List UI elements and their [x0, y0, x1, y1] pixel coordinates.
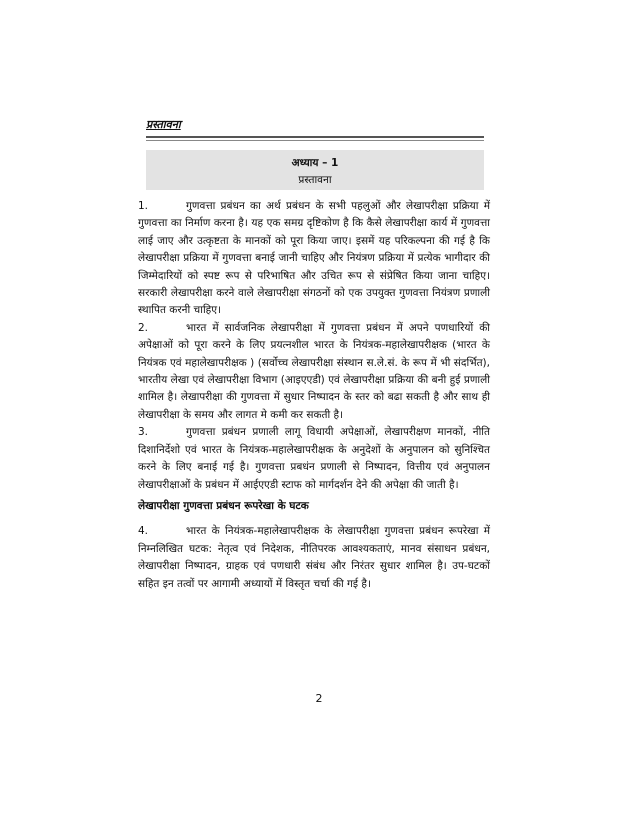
paragraph-4 [138, 523, 490, 593]
chapter-title: प्रस्तावना [298, 174, 332, 186]
document-body [138, 198, 490, 593]
paragraph-number: 2. [138, 321, 149, 334]
paragraph-text: गुणवत्ता प्रबंधन का अर्थ प्रबंधन के सभी पहलुओं और लेखापरीक्षा प्रक्रिया में गुणवत्ता का निर्माण करना है। यह एक समग्र दृष्टिकोण है कि कैसे लेखापरीक्षा कार्य में गुणवत्ता लाई जाए और उत्कृष्टता के मानकों को पूरा किया जाए। इसमें यह परिकल्पना की गई है कि लेखापरीक्षा प्रक्रिया में गुणवत्ता बनाई जानी चाहिए और नियंत्रण प्रक्रिया में प्रत्येक भागीदार की जिम्मेदारियों को स्पष्ट रूप से परिभाषित और उचित रूप से संप्रेषित किया जाना चाहिए। सरकारी लेखापरीक्षा करने वाले लेखापरीक्षा संगठनों को एक उपयुक्त गुणवत्ता नियंत्रण प्रणाली स्थापित करनी चाहिए। [138, 200, 490, 317]
paragraph-text: भारत के नियंत्रक-महालेखापरीक्षक के लेखापरीक्षा गुणवत्ता प्रबंधन रूपरेखा में निम्नलिखित घटक: नेतृत्व एवं निदेशक, नीतिपरक आवश्यकताएं, मानव संसाधन प्रबंधन, लेखापरीक्षा निष्पादन, ग्राहक एवं पणधारी संबंध और निरंतर सुधार शामिल है। उप-घटकों सहित इन तत्वों पर आगामी अध्यायों में विस्तृत चर्चा की गई है। [138, 525, 490, 590]
section-heading: लेखापरीक्षा गुणवत्ता प्रबंधन रूपरेखा के घटक [138, 499, 309, 512]
page-number: 2 [315, 692, 323, 705]
paragraph-text: गुणवत्ता प्रबंधन प्रणाली लागू विधायी अपेक्षाओं, लेखापरीक्षण मानकों, नीति दिशानिर्देशो एवं भारत के नियंत्रक-महालेखापरीक्षक के अनुदेशों के अनुपालन को सुनिश्चित करने के लिए बनाई गई है। गुणवत्ता प्रबधंन प्रणाली से निष्पादन, वित्तीय एवं अनुपालन लेखापरीक्षाओं के प्रबंधन में आईएएडी स्टाफ को मार्गदर्शन देने की अपेक्षा की जाती है। [138, 426, 490, 491]
paragraph-number: 3. [138, 426, 149, 439]
paragraph-text: भारत में सार्वजनिक लेखापरीक्षा में गुणवत्ता प्रबंधन में अपने पणधारियों की अपेक्षाओं को पूरा करने के लिए प्रयत्नशील भारत के नियंत्रक-महालेखापरीक्षक (भारत के नियंत्रक एवं महालेखापरीक्षक ) (सर्वोच्च लेखापरीक्षा संस्थान स.ले.सं. के रूप में भी संदर्भित), भारतीय लेखा एवं लेखापरीक्षा विभाग (आइएएडी) एवं लेखापरीक्षा प्रक्रिया की बनी हुई प्रणाली शामिल है। लेखापरीक्षा की गुणवत्ता में सुधार निष्पादन के स्तर को बढा सकती है और साथ ही लेखापरीक्षा के समय और लागत मे कमी कर सकती है। [138, 321, 490, 421]
paragraph-number: 1. [138, 200, 149, 212]
chapter-label: अध्याय – 1 [291, 157, 339, 169]
paragraph-2 [138, 320, 490, 424]
chapter-title-box [146, 150, 484, 190]
paragraph-number: 4. [138, 525, 149, 538]
paragraph-1 [138, 198, 490, 320]
paragraph-3 [138, 424, 490, 494]
header-rule-thin [146, 140, 484, 141]
running-header: प्रस्तावना [146, 118, 181, 131]
header-rule-thick [146, 136, 484, 138]
